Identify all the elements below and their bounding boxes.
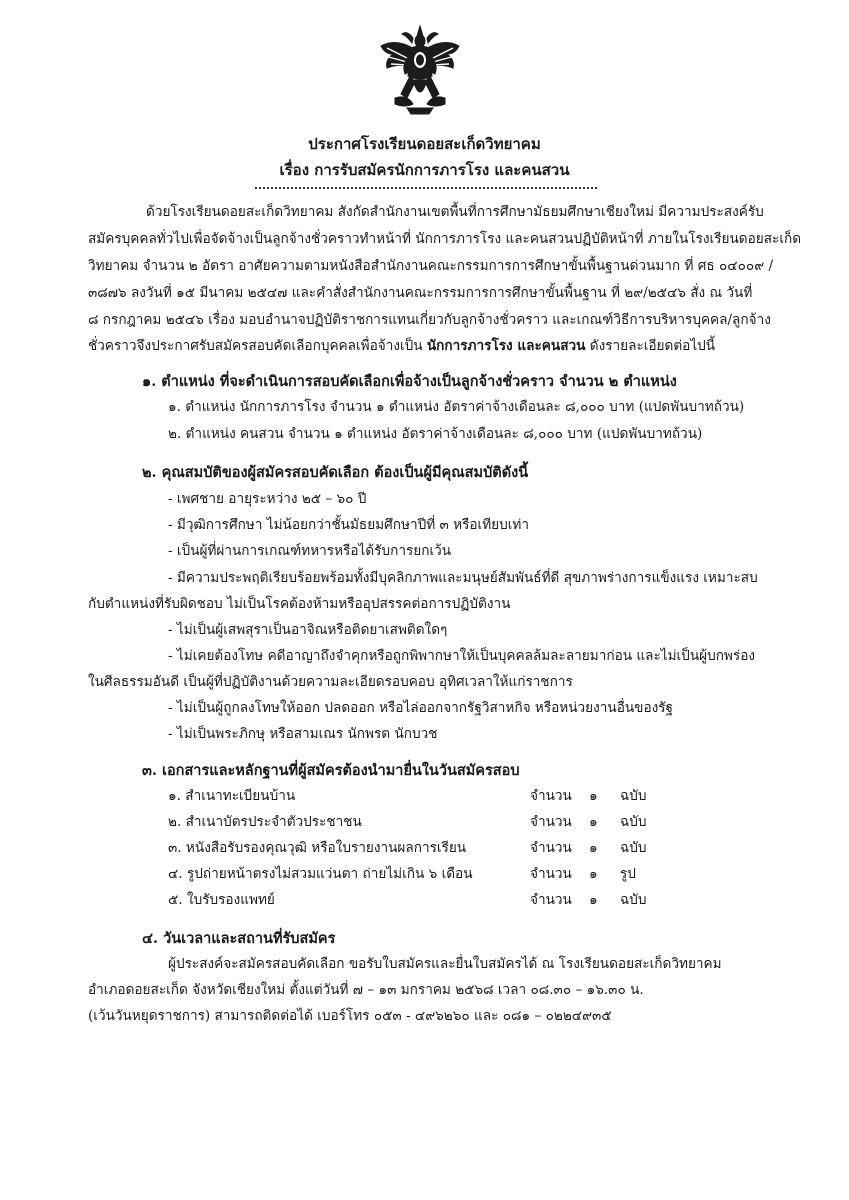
qualification-item: - มีความประพฤติเรียบร้อยพร้อมทั้งมีบุคลิกภาพและมนุษย์สัมพันธ์ที่ดี สุขภาพร่างการแข็งแรง เหมาะสบ <box>168 570 758 586</box>
section1-heading: ๑. ตำแหน่ง ที่จะดำเนินการสอบคัดเลือกเพื่อจ้างเป็นลูกจ้างชั่วคราว จำนวน ๒ ตำแหน่ง <box>142 373 677 390</box>
document-qty-label: จำนวน <box>530 866 572 882</box>
document-qty: ๑ <box>589 814 598 830</box>
qualification-item: - เป็นผู้ที่ผ่านการเกณฑ์ทหารหรือได้รับการยกเว้น <box>168 543 452 559</box>
document-unit: ฉบับ <box>620 892 647 908</box>
document-qty: ๑ <box>589 788 598 804</box>
document-name: ๑. สำเนาทะเบียนบ้าน <box>168 788 296 804</box>
document-name: ๕. ใบรับรองแพทย์ <box>168 892 275 908</box>
intro-text: ดังรายละเอียดต่อไปนี้ <box>585 338 716 354</box>
document-unit: ฉบับ <box>620 788 647 804</box>
qualification-item: กับตำแหน่งที่รับผิดชอบ ไม่เป็นโรคต้องห้ามหรืออุปสรรคต่อการปฏิบัติงาน <box>88 596 511 612</box>
qualification-item: - ไม่เป็นผู้เสพสุราเป็นอาจิณหรือติดยาเสพติดใดๆ <box>168 622 448 638</box>
document-qty-label: จำนวน <box>530 892 572 908</box>
intro-line: ด้วยโรงเรียนดอยสะเก็ดวิทยาคม สังกัดสำนักงานเขตพื้นที่การศึกษามัธยมศึกษาเชียงใหม่ มีความประสงค์รับ <box>146 204 764 220</box>
intro-highlight: นักการภารโรง และคนสวน <box>426 338 586 354</box>
document-qty: ๑ <box>589 892 598 908</box>
document-name: ๒. สำเนาบัตรประจำตัวประชาชน <box>168 814 362 830</box>
announcement-subject: เรื่อง การรับสมัครนักการภารโรง และคนสวน <box>279 161 570 179</box>
document-qty-label: จำนวน <box>530 840 572 856</box>
header-divider <box>255 187 597 189</box>
document-qty-label: จำนวน <box>530 814 572 830</box>
document-unit: ฉบับ <box>620 814 647 830</box>
intro-line: วิทยาคม จำนวน ๒ อัตรา อาศัยความตามหนังสือสำนักงานคณะกรรมการการศึกษาขั้นพื้นฐานด่วนมาก ที่ ศธ ๐๔๐๐๙ / <box>88 258 774 274</box>
intro-line: ๓๘๗๖ ลงวันที่ ๑๕ มีนาคม ๒๕๔๗ และคำสั่งสำนักงานคณะกรรมการการศึกษาขั้นพื้นฐาน ที่ ๒๙/๒๕๔๖ สั่ง ณ วันที่ <box>88 285 753 301</box>
announcement-title: ประกาศโรงเรียนดอยสะเก็ดวิทยาคม <box>308 135 541 153</box>
document-qty: ๑ <box>589 866 598 882</box>
document-unit: ฉบับ <box>620 840 647 856</box>
document-name: ๓. หนังสือรับรองคุณวุฒิ หรือใบรายงานผลการเรียน <box>168 840 467 856</box>
application-info-line: (เว้นวันหยุดราชการ) สามารถติดต่อได้ เบอร์โทร ๐๕๓ - ๔๙๖๒๖๐ และ ๐๘๑ – ๐๒๒๔๙๓๕ <box>88 1008 612 1024</box>
application-info-line: ผู้ประสงค์จะสมัครสอบคัดเลือก ขอรับใบสมัครและยื่นใบสมัครได้ ณ โรงเรียนดอยสะเก็ดวิทยาคม <box>168 956 722 972</box>
document-unit: รูป <box>620 866 636 882</box>
document-name: ๔. รูปถ่ายหน้าตรงไม่สวมแว่นตา ถ่ายไม่เกิน ๖ เดือน <box>168 866 473 882</box>
section3-heading: ๓. เอกสารและหลักฐานที่ผู้สมัครต้องนำมายื่นในวันสมัครสอบ <box>142 762 520 779</box>
application-info-line: อำเภอดอยสะเก็ด จังหวัดเชียงใหม่ ตั้งแต่วันที่ ๗ – ๑๓ มกราคม ๒๕๖๘ เวลา ๐๘.๓๐ – ๑๖.๓๐ น. <box>88 982 644 998</box>
intro-line: ๘ กรกฎาคม ๒๕๔๖ เรื่อง มอบอำนาจปฏิบัติราชการแทนเกี่ยวกับลูกจ้างชั่วคราว และเกณฑ์วิธีการบริหารบุคคล/ลูกจ้าง <box>88 312 771 328</box>
qualification-item: - มีวุฒิการศึกษา ไม่น้อยกว่าชั้นมัธยมศึกษาปีที่ ๓ หรือเทียบเท่า <box>168 517 529 533</box>
qualification-item: - ไม่เป็นผู้ถูกลงโทษให้ออก ปลดออก หรือไล่ออกจากรัฐวิสาหกิจ หรือหน่วยงานอื่นของรัฐ <box>168 700 674 716</box>
qualification-item: - เพศชาย อายุระหว่าง ๒๕ – ๖๐ ปี <box>168 491 367 507</box>
document-qty-label: จำนวน <box>530 788 572 804</box>
position-item: ๒. ตำแหน่ง คนสวน จำนวน ๑ ตำแหน่ง อัตราค่าจ้างเดือนละ ๘,๐๐๐ บาท (แปดพันบาทถ้วน) <box>168 426 703 442</box>
section4-heading: ๔. วันเวลาและสถานที่รับสมัคร <box>142 930 336 947</box>
intro-line: สมัครบุคคลทั่วไปเพื่อจัดจ้างเป็นลูกจ้างชั่วคราวทำหน้าที่ นักการภารโรง และคนสวนปฏิบัติหน้าที่ ภายในโรงเรียนดอยสะเก็ด <box>88 231 802 247</box>
qualification-item: - ไม่เคยต้องโทษ คดีอาญาถึงจำคุกหรือถูกพิพากษาให้เป็นบุคคลล้มละลายมาก่อน และไม่เป็นผู้บกพร่อง <box>168 648 755 664</box>
garuda-emblem-icon <box>377 24 463 118</box>
position-item: ๑. ตำแหน่ง นักการภารโรง จำนวน ๑ ตำแหน่ง อัตราค่าจ้างเดือนละ ๘,๐๐๐ บาท (แปดพันบาทถ้วน) <box>168 399 745 415</box>
intro-line <box>88 340 715 354</box>
qualification-item: ในศีลธรรมอันดี เป็นผู้ที่ปฏิบัติงานด้วยความละเอียดรอบคอบ อุทิศเวลาให้แก่ราชการ <box>88 674 573 690</box>
intro-text: ชั่วคราวจึงประกาศรับสมัครสอบคัดเลือกบุคคลเพื่อจ้างเป็น <box>88 338 427 354</box>
document-qty: ๑ <box>589 840 598 856</box>
section2-heading: ๒. คุณสมบัติของผู้สมัครสอบคัดเลือก ต้องเป็นผู้มีคุณสมบัติดังนี้ <box>142 464 529 481</box>
qualification-item: - ไม่เป็นพระภิกษุ หรือสามเณร นักพรต นักบวช <box>168 726 438 742</box>
